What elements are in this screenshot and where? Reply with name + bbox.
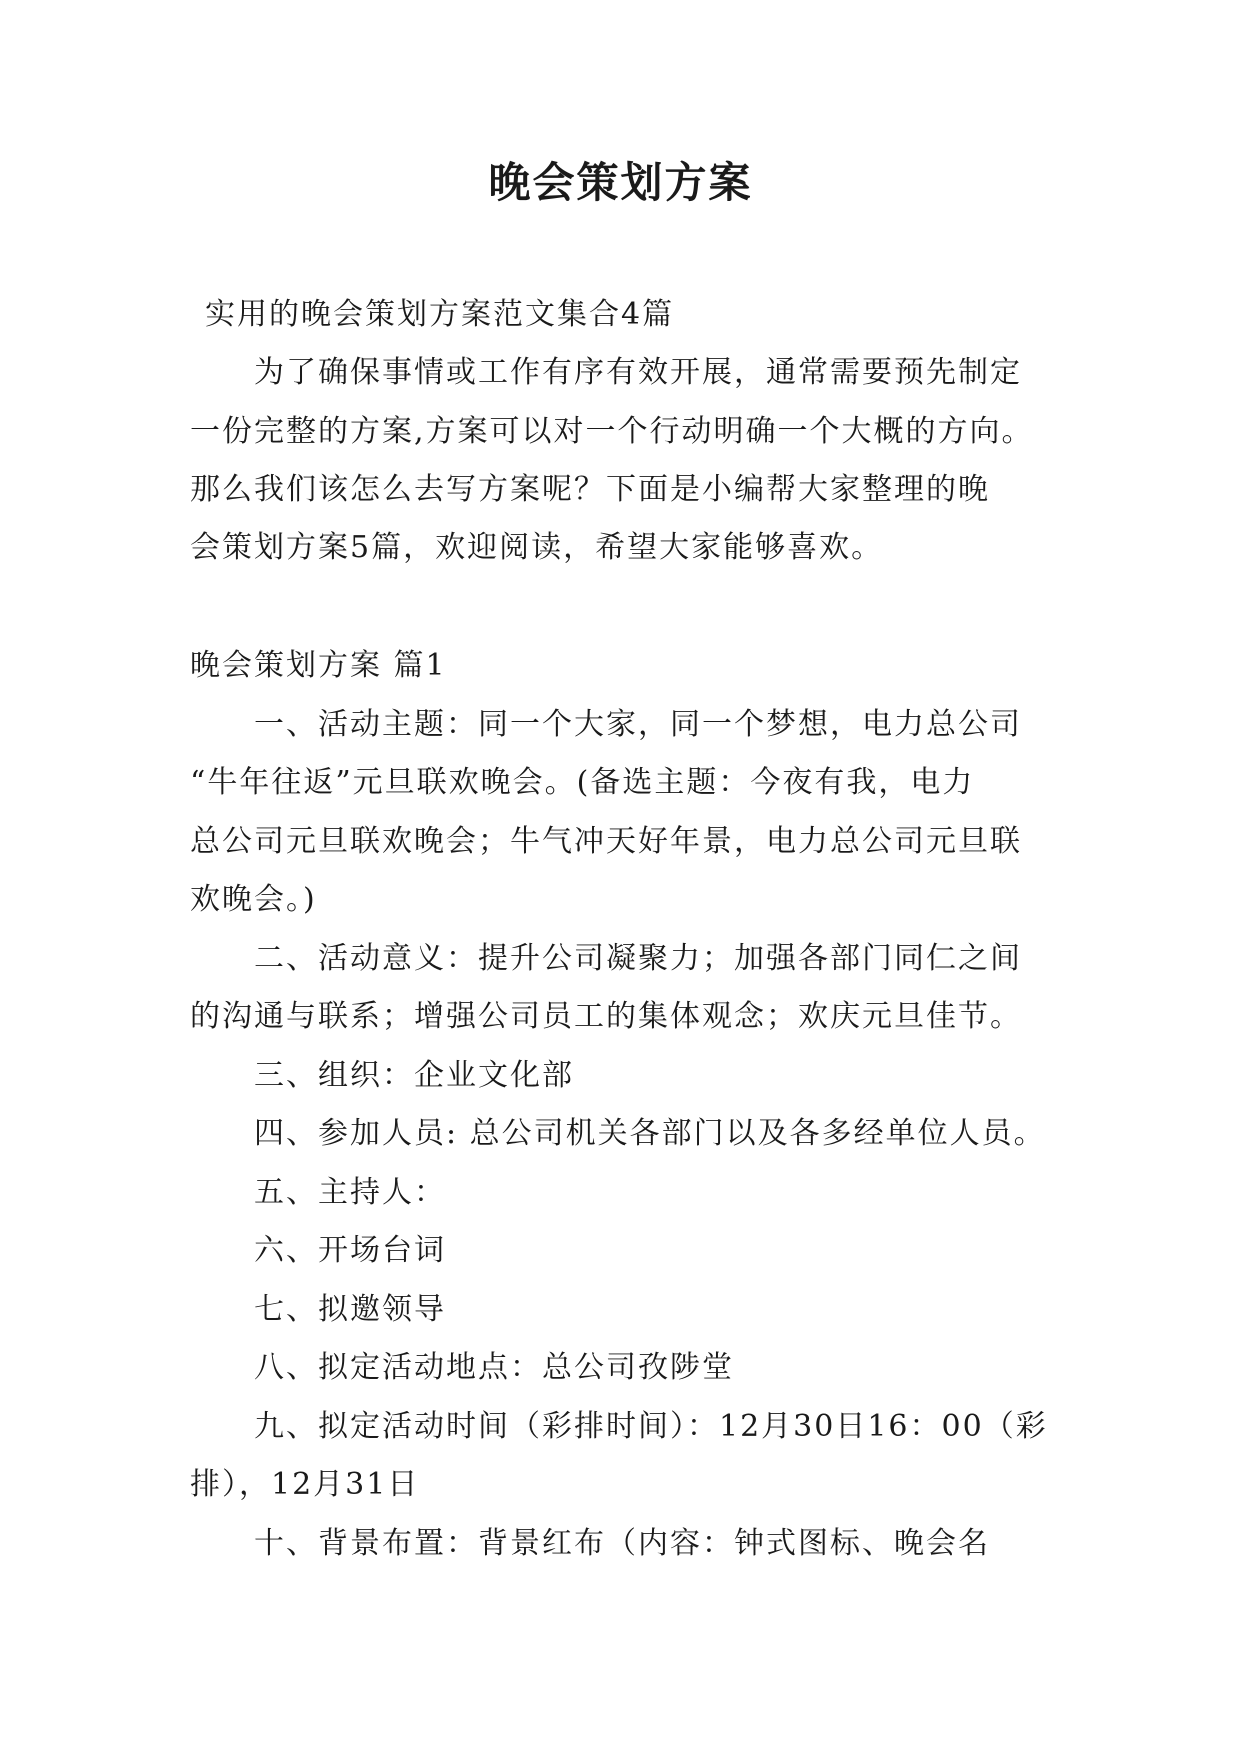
body-line: 五、主持人： — [254, 1175, 446, 1210]
body-line: 七、拟邀领导 — [254, 1292, 446, 1327]
intro-line: 那么我们该怎么去写方案呢？下面是小编帮大家整理的晚 — [190, 472, 990, 507]
body-line: 欢晚会。) — [190, 882, 317, 917]
body-line: 排），12月31日 — [190, 1467, 420, 1502]
intro-line: 会策划方案5篇，欢迎阅读，希望大家能够喜欢。 — [190, 530, 884, 565]
body-line: 一、活动主题：同一个大家，同一个梦想，电力总公司 — [254, 707, 1022, 742]
body-line: 八、拟定活动地点：总公司孜陟堂 — [254, 1350, 734, 1385]
body-line: “牛年往返”元旦联欢晚会。(备选主题：今夜有我，电力 — [190, 765, 975, 800]
body-line: 九、拟定活动时间（彩排时间）：12月30日16：00（彩 — [254, 1409, 1048, 1444]
section-heading: 晚会策划方案 篇1 — [190, 648, 447, 683]
intro-line: 一份完整的方案,方案可以对一个行动明确一个大概的方向。 — [190, 414, 1034, 449]
intro-line: 为了确保事情或工作有序有效开展，通常需要预先制定 — [254, 355, 1022, 390]
body-line: 六、开场台词 — [254, 1233, 446, 1268]
body-line: 二、活动意义：提升公司凝聚力；加强各部门同仁之间 — [254, 941, 1022, 976]
document-subtitle: 实用的晚会策划方案范文集合4篇 — [205, 297, 675, 332]
body-line: 十、背景布置：背景红布（内容：钟式图标、晚会名 — [254, 1526, 990, 1561]
body-line: 总公司元旦联欢晚会；牛气冲天好年景，电力总公司元旦联 — [190, 824, 1022, 859]
body-line: 的沟通与联系；增强公司员工的集体观念；欢庆元旦佳节。 — [190, 999, 1022, 1034]
body-line: 四、参加人员: 总公司机关各部门以及各多经单位人员。 — [254, 1116, 1046, 1151]
page-title: 晚会策划方案 — [488, 158, 753, 207]
body-line: 三、组织：企业文化部 — [254, 1058, 574, 1093]
